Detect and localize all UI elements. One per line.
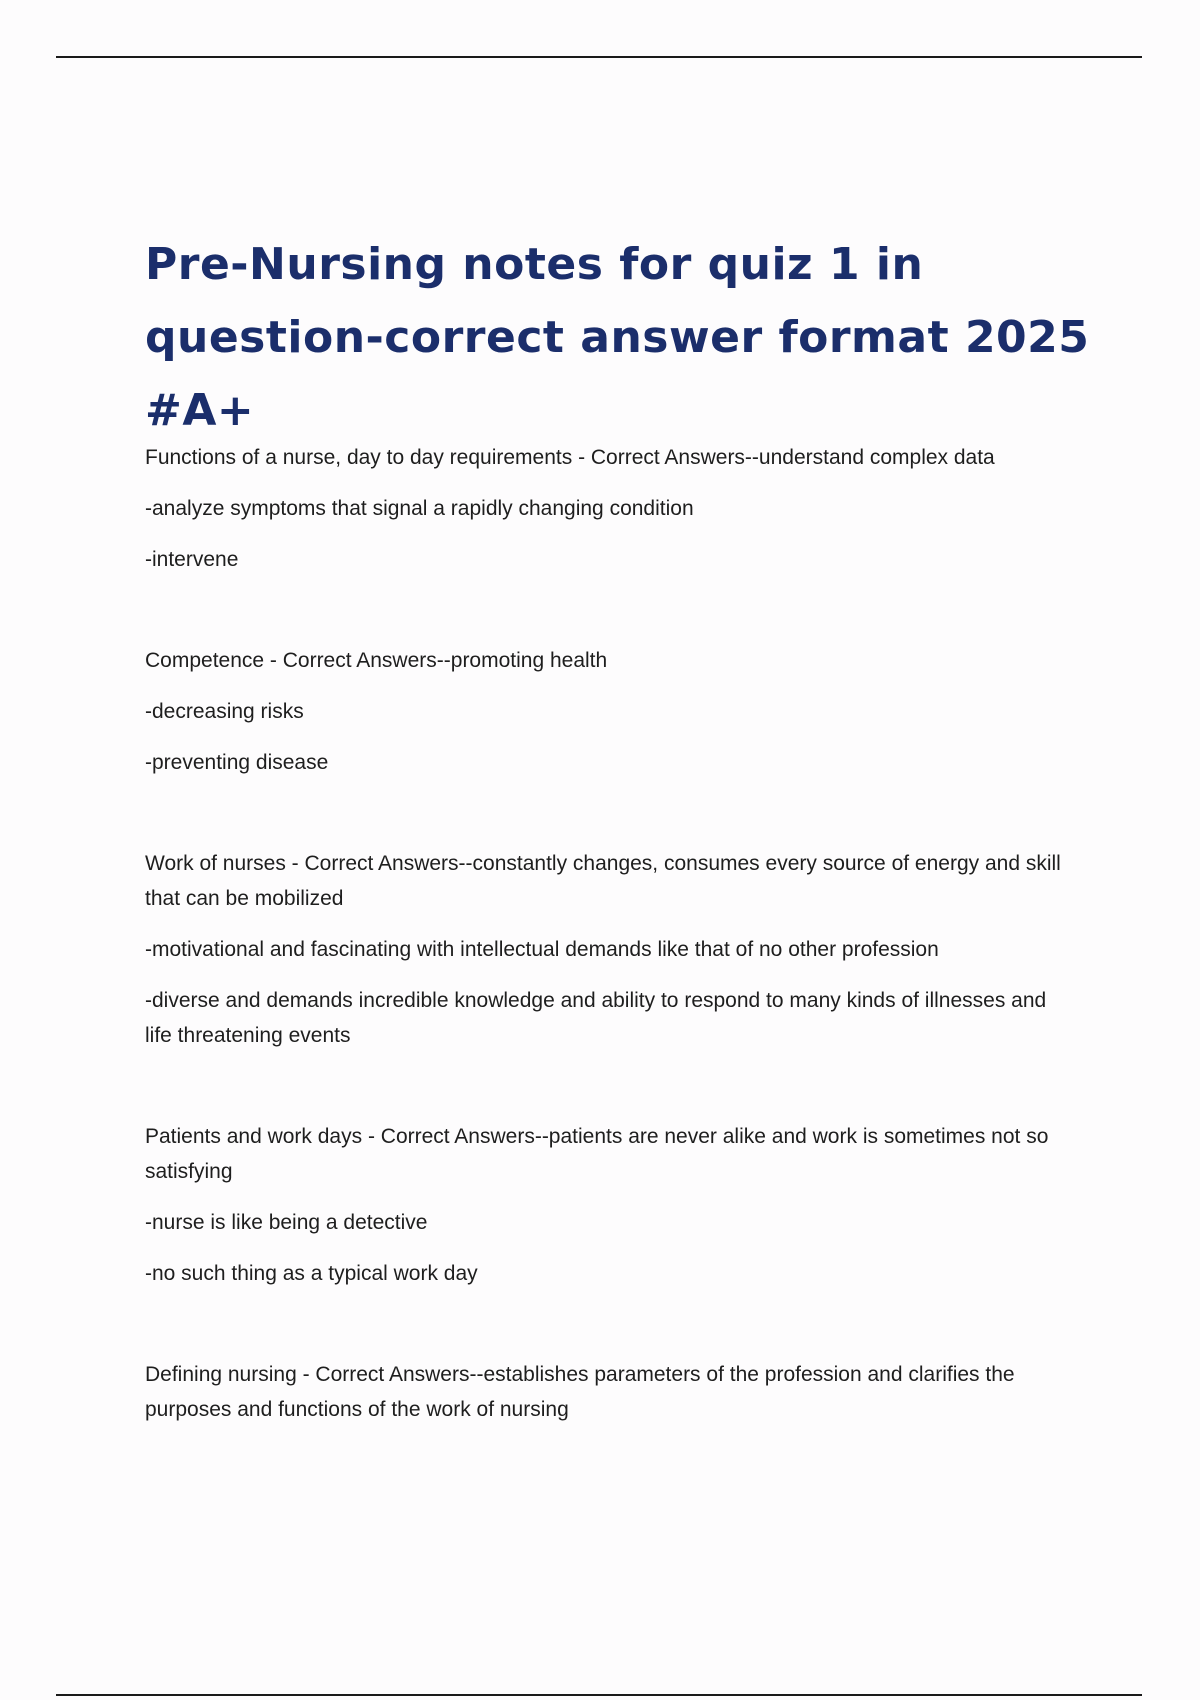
qa-question-line: Work of nurses - Correct Answers--constantly changes, consumes every source of energy and skill that can be mobilized [145, 852, 1061, 910]
top-rule [56, 56, 1142, 58]
qa-item-defining-nursing [145, 1357, 1075, 1427]
qa-answer-line: -diverse and demands incredible knowledge and ability to respond to many kinds of illnesses and life threatening events [145, 989, 1047, 1047]
qa-item-competence [145, 643, 1075, 780]
qa-answer-line: -intervene [145, 548, 239, 571]
document-title: Pre-Nursing notes for quiz 1 in question-correct answer format 2025 #A+ [145, 239, 1090, 436]
qa-question-line: Functions of a nurse, day to day requirements - Correct Answers--understand complex data [145, 446, 995, 469]
qa-question-line: Defining nursing - Correct Answers--establishes parameters of the profession and clarifies the purposes and functions of the work of nursing [145, 1363, 1015, 1421]
qa-question-line: Competence - Correct Answers--promoting health [145, 649, 608, 672]
document-body [145, 440, 1075, 1493]
qa-answer-line: -nurse is like being a detective [145, 1211, 428, 1234]
qa-question-line: Patients and work days - Correct Answers--patients are never alike and work is sometimes not so satisfying [145, 1125, 1049, 1183]
qa-item-work-of-nurses [145, 846, 1075, 1053]
bottom-rule [56, 1694, 1142, 1696]
qa-item-functions [145, 440, 1075, 577]
qa-answer-line: -analyze symptoms that signal a rapidly changing condition [145, 497, 694, 520]
qa-answer-line: -no such thing as a typical work day [145, 1262, 478, 1285]
qa-item-patients-and-work-days [145, 1119, 1075, 1291]
qa-answer-line: -motivational and fascinating with intellectual demands like that of no other profession [145, 938, 939, 961]
qa-answer-line: -preventing disease [145, 751, 329, 774]
qa-answer-line: -decreasing risks [145, 700, 304, 723]
